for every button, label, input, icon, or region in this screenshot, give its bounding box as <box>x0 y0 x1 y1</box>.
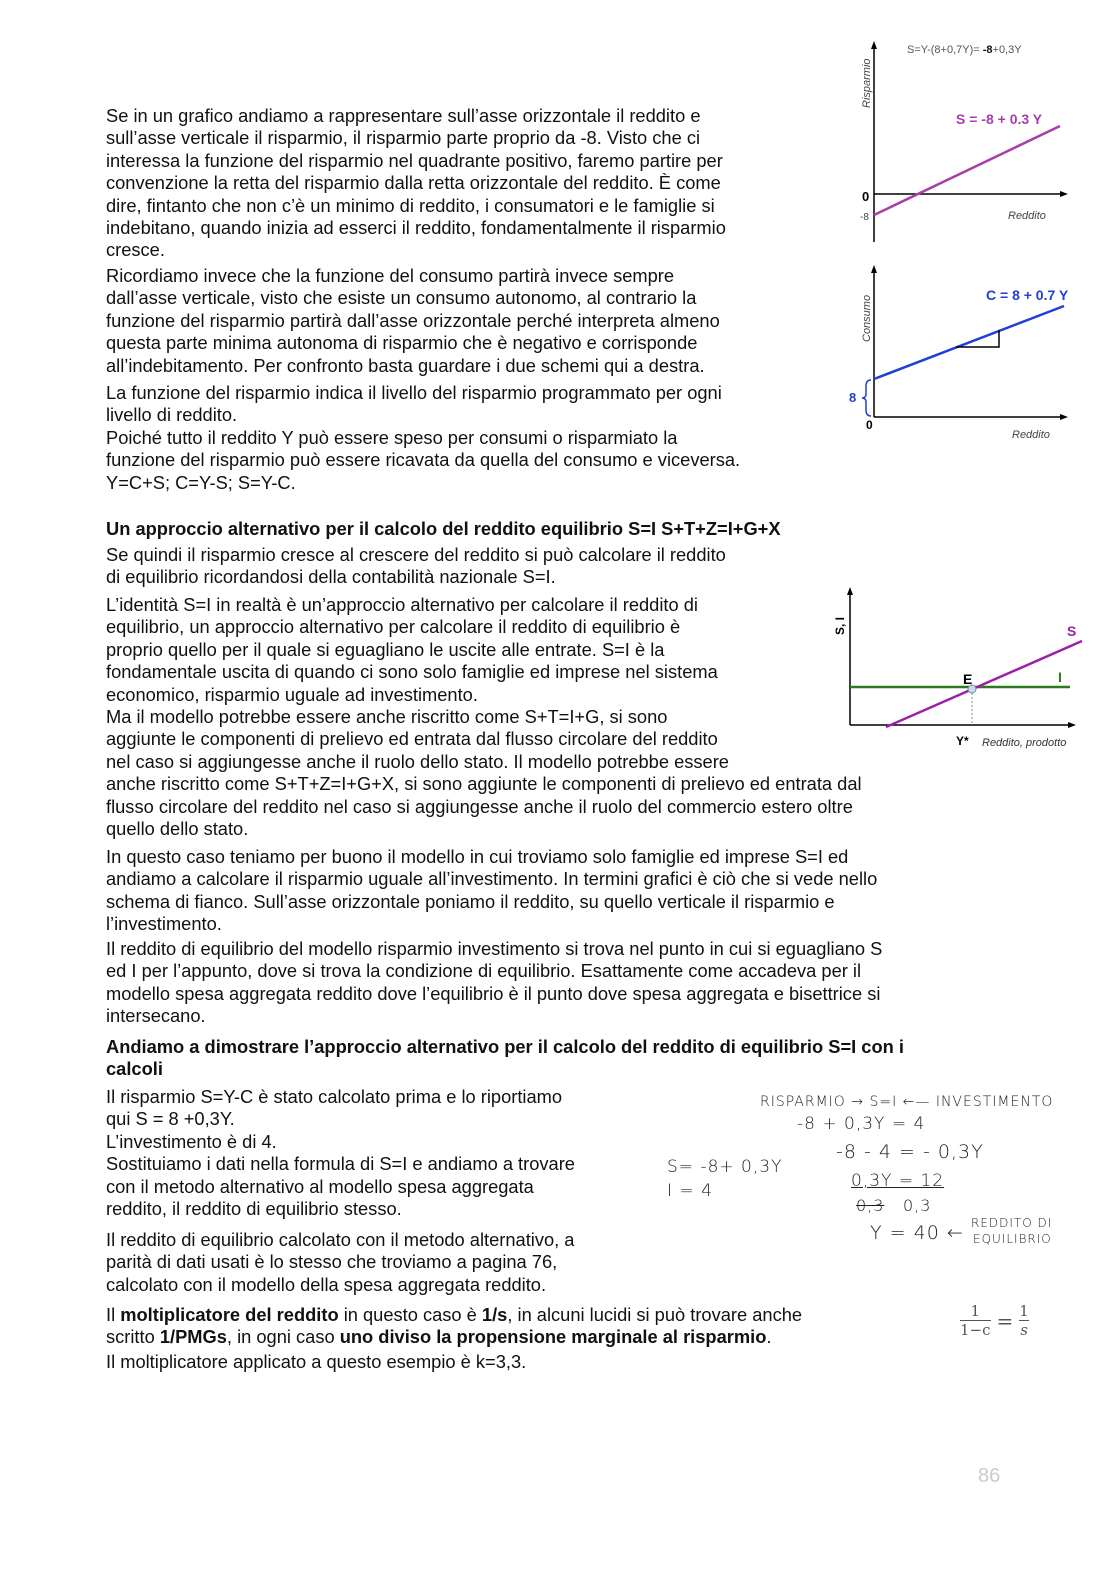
text-line: calcolato con il modello della spesa aggregata reddito. <box>106 1273 547 1295</box>
investment-label: I <box>1058 669 1062 685</box>
origin-label: 0 <box>862 189 870 204</box>
text-line: quello dello stato. <box>106 817 249 839</box>
text-line: di equilibrio ricordandosi della contabilità nazionale S=I. <box>106 566 556 588</box>
handwritten-line-6: Y = 40 ← <box>870 1222 964 1244</box>
text-line: Y=C+S; C=Y-S; S=Y-C. <box>106 471 296 493</box>
handwritten-line-5a: 0,3 <box>856 1196 885 1215</box>
text-line: dire, fintanto che non c’è un minimo di reddito, i consumatori e le famiglie si <box>106 194 715 216</box>
formula-derivation: S=Y-(8+0,7Y)= -8+0,3Y <box>907 44 1022 56</box>
text-line: dall’asse verticale, visto che esiste un consumo autonomo, al contrario la <box>106 287 697 309</box>
section-heading-demonstration <box>106 1036 904 1081</box>
saving-line <box>886 641 1082 727</box>
saving-label: S <box>1067 623 1077 639</box>
text-line: sull’asse verticale il risparmio, il risparmio parte proprio da -8. Visto che ci <box>106 127 701 149</box>
text-line: Poiché tutto il reddito Y può essere speso per consumi o risparmiato la <box>106 426 678 448</box>
text-line: flusso circolare del reddito nel caso si aggiungesse anche il ruolo del commercio estero oltre <box>106 795 853 817</box>
y-axis-arrow <box>871 265 877 273</box>
handwritten-line-7a: REDDITO DI <box>971 1216 1053 1230</box>
consumption-function-chart <box>840 262 1080 452</box>
text-line: Ma il modello potrebbe essere anche riscritto come S+T=I+G, si sono <box>106 705 668 727</box>
paragraph-saving-function <box>106 382 740 494</box>
y-axis-arrow <box>847 587 853 595</box>
text-line: calcoli <box>106 1058 163 1080</box>
y-axis-label: Risparmio <box>861 58 873 108</box>
handwritten-line-2: -8 + 0,3Y = 4 <box>797 1114 926 1134</box>
text-line: indebitano, quando inizia ad esserci il reddito, fondamentalmente il risparmio <box>106 216 726 238</box>
text-line: funzione del risparmio può essere ricavata da quella del consumo e viceversa. <box>106 449 741 471</box>
paragraph-calculation <box>106 1086 575 1220</box>
text-line: l’investimento. <box>106 913 222 935</box>
text-line: modello spesa aggregata reddito dove l’equilibrio è il punto dove spesa aggregata e bisettrice si <box>106 982 881 1004</box>
paragraph-multiplier: Il moltiplicatore del reddito in questo caso è 1/s, in alcuni lucidi si può trovare anche scritto 1/PMGs, in ogni caso uno diviso la propensione marginale al risparmio. Il moltiplicatore applicato a questo esempio è k=3,3. <box>106 1304 803 1372</box>
x-axis-label: Reddito <box>1008 210 1046 222</box>
origin-label: 0 <box>866 418 873 432</box>
saving-line-label: S = -8 + 0.3 Y <box>956 111 1043 127</box>
handwritten-given-i: I = 4 <box>667 1181 713 1201</box>
text-line: questa parte minima autonoma di risparmio che è negativo e corrisponde <box>106 332 698 354</box>
consumption-line <box>874 306 1064 379</box>
text-line: Il reddito di equilibrio calcolato con il metodo alternativo, a <box>106 1229 575 1250</box>
text-line: intersecano. <box>106 1005 206 1027</box>
text-line: Se quindi il risparmio cresce al crescere del reddito si può calcolare il reddito <box>106 544 726 565</box>
paragraph-identity <box>106 594 862 840</box>
text-line: proprio quello per il quale si eguagliano le uscite alle entrate. S=I è la <box>106 638 665 660</box>
text-line: Sostituiamo i dati nella formula di S=I e andiamo a trovare <box>106 1153 575 1175</box>
text-line: nel caso si aggiungesse anche il ruolo dello stato. Il modello potrebbe essere <box>106 750 729 772</box>
saving-line <box>874 126 1060 215</box>
text-line: fondamentale uscita di quando ci sono solo famiglie ed imprese nel sistema <box>106 661 718 683</box>
equilibrium-label: E <box>963 671 973 687</box>
text-line: Il reddito di equilibrio del modello risparmio investimento si trova nel punto in cui si eguagliano S <box>106 938 883 959</box>
text-line: funzione del risparmio partirà dall’asse orizzontale perché interpreta almeno <box>106 309 720 331</box>
text-line: anche riscritto come S+T+Z=I+G+X, si sono aggiunte le componenti di prelievo ed entrata dal <box>106 773 862 795</box>
text-line: equilibrio, un approccio alternativo per calcolare il reddito di equilibrio è <box>106 616 681 638</box>
x-axis-arrow <box>1060 414 1068 420</box>
text-line: parità di dati usati è lo stesso che troviamo a pagina 76, <box>106 1251 558 1273</box>
text-line: all’indebitamento. Per confronto basta guardare i due schemi qui a destra. <box>106 354 705 376</box>
intercept-label: -8 <box>860 212 869 223</box>
text-line: L’identità S=I in realtà è un’approccio alternativo per calcolare il reddito di <box>106 594 698 615</box>
x-axis-label: Reddito <box>1012 429 1050 441</box>
paragraph-model-case <box>106 846 877 936</box>
y-axis-label: Consumo <box>861 294 873 342</box>
text-line: Ricordiamo invece che la funzione del consumo partirà invece sempre <box>106 265 675 286</box>
text-line: qui S = 8 +0,3Y. <box>106 1108 235 1130</box>
saving-function-chart <box>840 36 1080 251</box>
multiplier-formula: $\frac{1}{1-c}$ = $\frac{1}{s}$ <box>960 1302 1029 1339</box>
handwritten-line-4: 0,3Y = 12 <box>851 1171 945 1191</box>
text-line: economico, risparmio uguale ad investimento. <box>106 683 478 705</box>
text-line: Un approccio alternativo per il calcolo del reddito equilibrio S=I S+T+Z=I+G+X <box>106 518 781 539</box>
handwritten-line-7b: EQUILIBRIO <box>973 1232 1052 1246</box>
text-line: In questo caso teniamo per buono il modello in cui troviamo solo famiglie ed imprese S=I ed <box>106 846 849 867</box>
x-axis-label: Reddito, prodotto <box>982 737 1067 749</box>
paragraph-consumption-function <box>106 265 720 377</box>
saving-investment-chart <box>820 585 1090 755</box>
consumption-line-label: C = 8 + 0.7 Y <box>986 287 1069 303</box>
text-line: schema di fianco. Sull’asse orizzontale poniamo il reddito, su quello verticale il risparmio e <box>106 890 835 912</box>
text-line: La funzione del risparmio indica il livello del risparmio programmato per ogni <box>106 382 722 403</box>
text-line: Il risparmio S=Y-C è stato calcolato prima e lo riportiamo <box>106 1086 563 1107</box>
intercept-brace <box>862 380 871 416</box>
handwritten-line-5b: 0,3 <box>903 1196 932 1215</box>
handwritten-given-s: S= -8+ 0,3Y <box>667 1157 783 1177</box>
text-line: andiamo a calcolare il risparmio uguale all’investimento. In termini grafici è ciò che si vede nello <box>106 868 878 890</box>
paragraph-national-accounting <box>106 544 726 589</box>
x-axis-arrow <box>1068 722 1076 728</box>
text-line: reddito, il reddito di equilibrio stesso. <box>106 1197 402 1219</box>
text-line: interessa la funzione del risparmio nel quadrante positivo, faremo partire per <box>106 149 723 171</box>
y-axis-arrow <box>871 41 877 49</box>
text-line: L’investimento è di 4. <box>106 1130 277 1152</box>
text-line: cresce. <box>106 239 165 261</box>
text-line: Se in un grafico andiamo a rappresentare sull’asse orizzontale il reddito e <box>106 105 701 126</box>
paragraph-saving-graph <box>106 105 726 262</box>
handwritten-line-1: RISPARMIO → S=I ←— INVESTIMENTO <box>760 1094 1054 1110</box>
handwritten-line-3: -8 - 4 = - 0,3Y <box>836 1141 984 1163</box>
text-line: livello di reddito. <box>106 404 238 426</box>
paragraph-equilibrium <box>106 938 882 1028</box>
section-heading-alternative-approach <box>106 518 781 540</box>
text-line: con il metodo alternativo al modello spesa aggregata <box>106 1175 534 1197</box>
ystar-label: Y* <box>956 734 969 748</box>
text-line: Andiamo a dimostrare l’approccio alternativo per il calcolo del reddito di equilibrio S=I con i <box>106 1036 904 1057</box>
text-line: aggiunte le componenti di prelievo ed entrata dal flusso circolare del reddito <box>106 728 718 750</box>
x-axis-arrow <box>1060 191 1068 197</box>
paragraph-result <box>106 1229 574 1296</box>
intercept-label: 8 <box>849 390 857 405</box>
page-number: 86 <box>978 1465 1001 1487</box>
y-axis-label: S, I <box>833 616 847 635</box>
text-line: ed I per l’appunto, dove si trova la condizione di equilibrio. Esattamente come accadeva per il <box>106 960 862 982</box>
text-line: convenzione la retta del risparmio dalla retta orizzontale del reddito. È come <box>106 172 721 194</box>
